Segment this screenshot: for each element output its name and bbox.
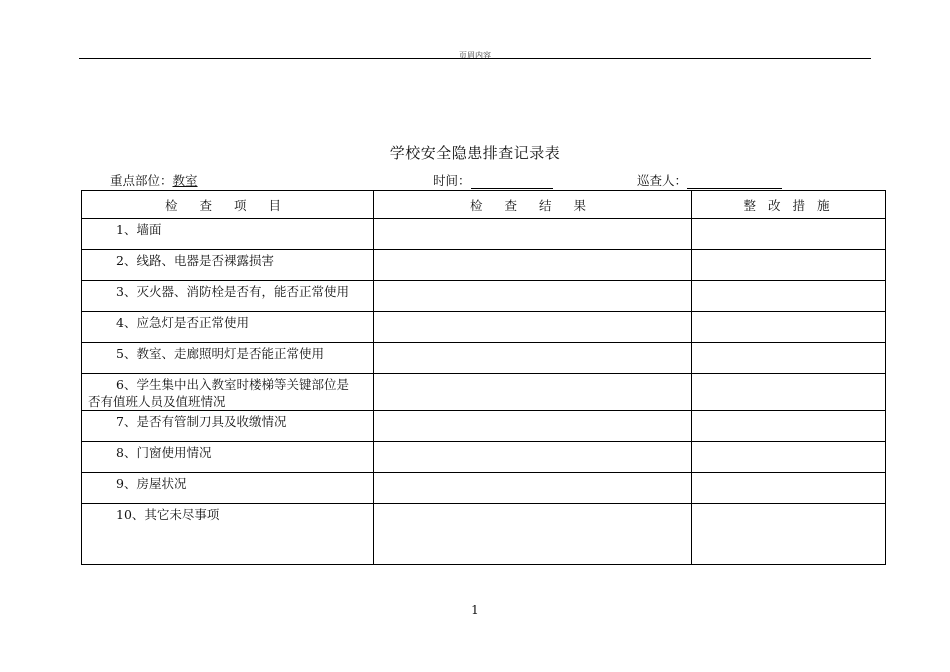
location-field bbox=[110, 171, 198, 189]
location-label: 重点部位： bbox=[110, 173, 173, 188]
result-cell[interactable] bbox=[374, 411, 692, 442]
column-header-item: 检 查 项 目 bbox=[82, 191, 374, 219]
page-header-text: 页眉内容 bbox=[459, 51, 491, 60]
item-text: 房屋状况 bbox=[136, 476, 187, 491]
table-row bbox=[82, 473, 886, 504]
document-title: 学校安全隐患排查记录表 bbox=[389, 144, 561, 162]
table-row bbox=[82, 219, 886, 250]
time-field bbox=[433, 171, 553, 189]
item-cell: 1、墙面 bbox=[82, 219, 374, 250]
result-cell[interactable] bbox=[374, 312, 692, 343]
column-header-result: 检 查 结 果 bbox=[374, 191, 692, 219]
table-row bbox=[82, 343, 886, 374]
result-cell[interactable] bbox=[374, 442, 692, 473]
item-text: 应急灯是否正常使用 bbox=[136, 315, 249, 330]
result-cell[interactable] bbox=[374, 504, 692, 565]
result-cell[interactable] bbox=[374, 473, 692, 504]
result-cell[interactable] bbox=[374, 250, 692, 281]
measures-cell[interactable] bbox=[692, 250, 886, 281]
table-row bbox=[82, 374, 886, 411]
measures-cell[interactable] bbox=[692, 504, 886, 565]
result-cell[interactable] bbox=[374, 281, 692, 312]
item-text: 是否有管制刀具及收缴情况 bbox=[136, 414, 287, 429]
item-cell: 6、学生集中出入教室时楼梯等关键部位是 否有值班人员及值班情况 bbox=[82, 374, 374, 411]
location-value: 教室 bbox=[172, 173, 198, 188]
inspector-label: 巡查人： bbox=[637, 173, 688, 188]
item-cell: 2、线路、电器是否裸露损害 bbox=[82, 250, 374, 281]
inspector-field bbox=[637, 171, 782, 189]
measures-cell[interactable] bbox=[692, 374, 886, 411]
time-blank[interactable] bbox=[471, 174, 553, 189]
item-cell: 5、教室、走廊照明灯是否能正常使用 bbox=[82, 343, 374, 374]
result-cell[interactable] bbox=[374, 219, 692, 250]
item-cell: 9、房屋状况 bbox=[82, 473, 374, 504]
item-cell: 7、是否有管制刀具及收缴情况 bbox=[82, 411, 374, 442]
table-row bbox=[82, 281, 886, 312]
page-number: 1 bbox=[471, 603, 479, 617]
item-text: 墙面 bbox=[136, 222, 162, 237]
measures-cell[interactable] bbox=[692, 312, 886, 343]
table-row bbox=[82, 504, 886, 565]
item-cell: 4、应急灯是否正常使用 bbox=[82, 312, 374, 343]
table-row bbox=[82, 312, 886, 343]
table-row bbox=[82, 411, 886, 442]
measures-cell[interactable] bbox=[692, 473, 886, 504]
item-text: 学生集中出入教室时楼梯等关键部位是 bbox=[136, 377, 349, 392]
table-row bbox=[82, 250, 886, 281]
measures-cell[interactable] bbox=[692, 411, 886, 442]
item-text: 其它未尽事项 bbox=[144, 507, 220, 522]
time-label: 时间： bbox=[433, 173, 471, 188]
item-cell: 10、其它未尽事项 bbox=[82, 504, 374, 565]
result-cell[interactable] bbox=[374, 374, 692, 411]
measures-cell[interactable] bbox=[692, 343, 886, 374]
measures-cell[interactable] bbox=[692, 442, 886, 473]
table-header-row bbox=[82, 191, 886, 219]
item-cell: 8、门窗使用情况 bbox=[82, 442, 374, 473]
item-text: 灭火器、消防栓是否有，能否正常使用 bbox=[136, 284, 349, 299]
item-cell: 3、灭火器、消防栓是否有，能否正常使用 bbox=[82, 281, 374, 312]
header-rule bbox=[79, 58, 871, 59]
measures-cell[interactable] bbox=[692, 219, 886, 250]
item-text: 门窗使用情况 bbox=[136, 445, 212, 460]
inspector-blank[interactable] bbox=[687, 174, 782, 189]
column-header-measures: 整 改 措 施 bbox=[692, 191, 886, 219]
table-row bbox=[82, 442, 886, 473]
inspection-table bbox=[81, 190, 886, 565]
result-cell[interactable] bbox=[374, 343, 692, 374]
item-text: 教室、走廊照明灯是否能正常使用 bbox=[136, 346, 324, 361]
item-text-continued: 否有值班人员及值班情况 bbox=[88, 394, 226, 409]
measures-cell[interactable] bbox=[692, 281, 886, 312]
item-text: 线路、电器是否裸露损害 bbox=[136, 253, 274, 268]
